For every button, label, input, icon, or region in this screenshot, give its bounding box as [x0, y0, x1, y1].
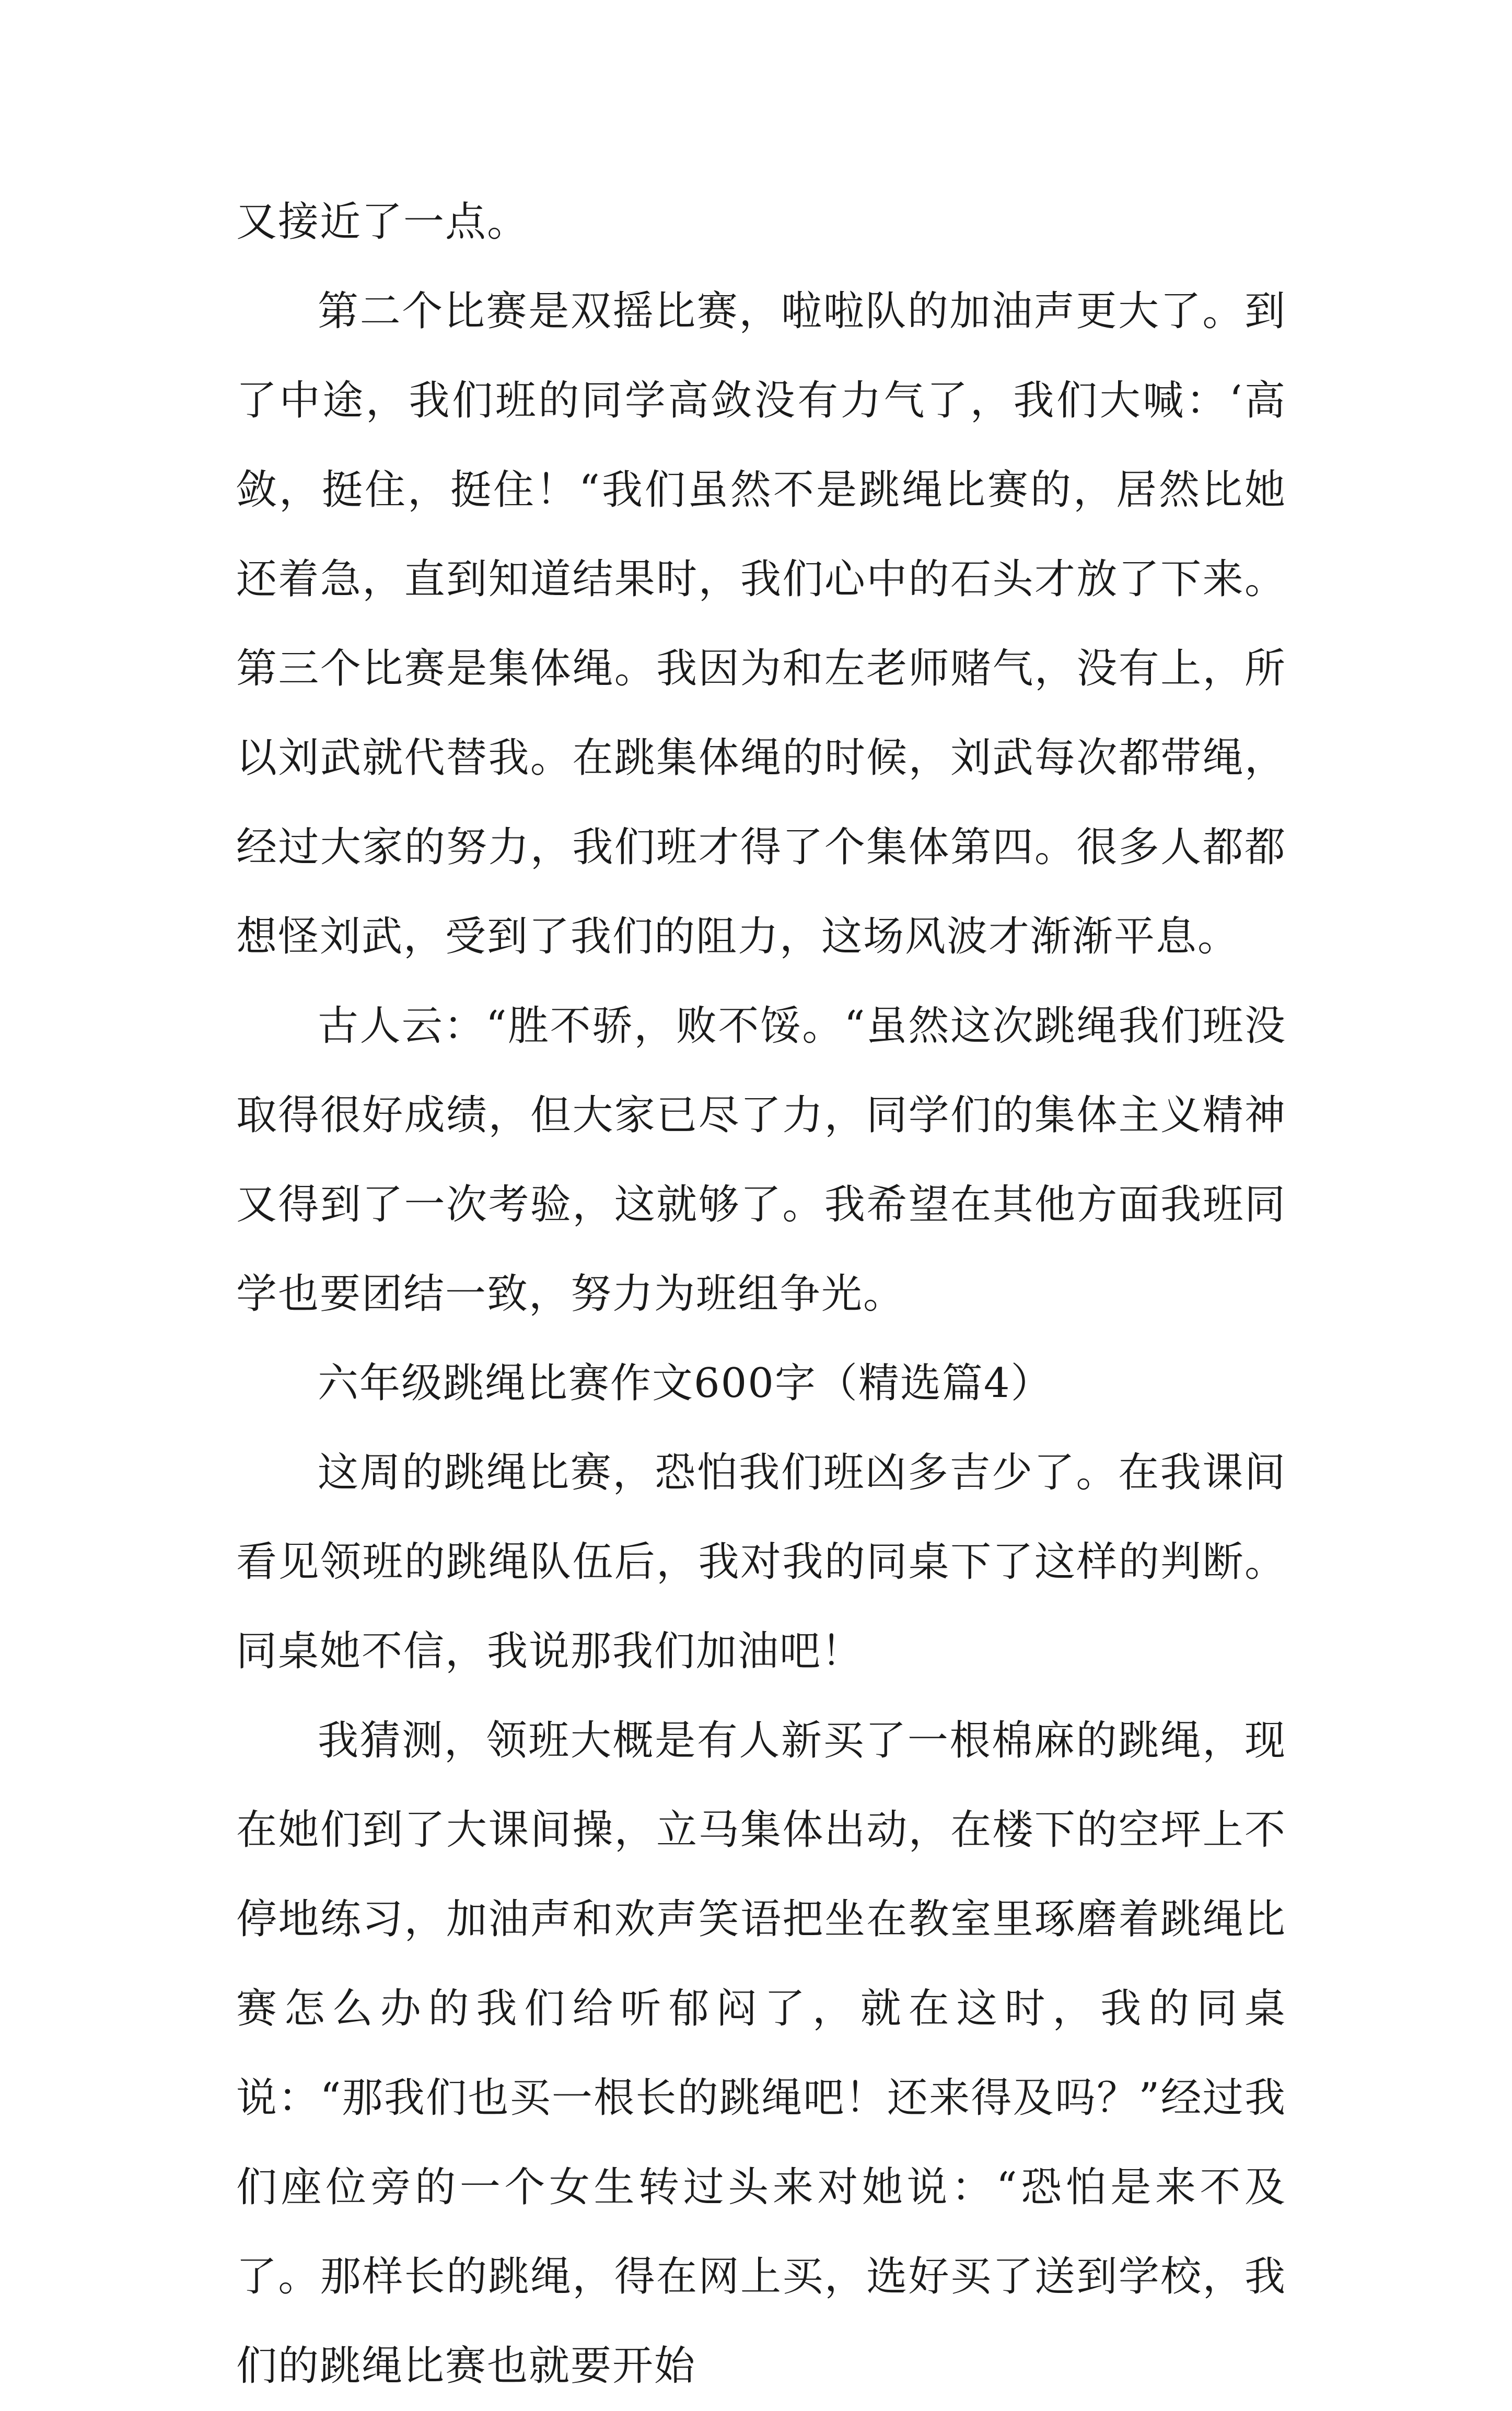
- paragraph-weekly-match: 这周的跳绳比赛，恐怕我们班凶多吉少了。在我课间看见领班的跳绳队伍后，我对我的同桌下了这样的判断。同桌她不信，我说那我们加油吧！: [236, 1449, 1286, 1675]
- paragraph-double-skip-match: 第二个比赛是双摇比赛，啦啦队的加油声更大了。到了中途，我们班的同学高敛没有力气了，我们大喊：‘高敛，挺住，挺住！“我们虽然不是跳绳比赛的，居然比她还着急，直到知道结果时，我们心中的石头才放了下来。第三个比赛是集体绳。我因为和左老师赌气，没有上，所以刘武就代替我。在跳集体绳的时候，刘武每次都带绳，经过大家的努力，我们班才得了个集体第四。很多人都都想怪刘武，受到了我们的阻力，这场风波才渐渐平息。: [236, 288, 1286, 960]
- section-heading: 六年级跳绳比赛作文600字（精选篇4）: [318, 1360, 1053, 1407]
- paragraph-guess: 我猜测，领班大概是有人新买了一根棉麻的跳绳，现在她们到了大课间操，立马集体出动，在楼下的空坪上不停地练习，加油声和欢声笑语把坐在教室里琢磨着跳绳比赛怎么办的我们给听郁闷了，就在这时，我的同桌说：“那我们也买一根长的跳绳吧！还来得及吗？”经过我们座位旁的一个女生转过头来对她说：“恐怕是来不及了。那样长的跳绳，得在网上买，选好买了送到学校，我们的跳绳比赛也就要开始: [236, 1717, 1286, 2390]
- document-body: [236, 178, 1286, 2411]
- paragraph-continuation: 又接近了一点。: [236, 199, 529, 246]
- paragraph-ancient-saying: 古人云：“胜不骄，败不馁。“虽然这次跳绳我们班没取得很好成绩，但大家已尽了力，同学们的集体主义精神又得到了一次考验，这就够了。我希望在其他方面我班同学也要团结一致，努力为班组争光。: [236, 1003, 1286, 1318]
